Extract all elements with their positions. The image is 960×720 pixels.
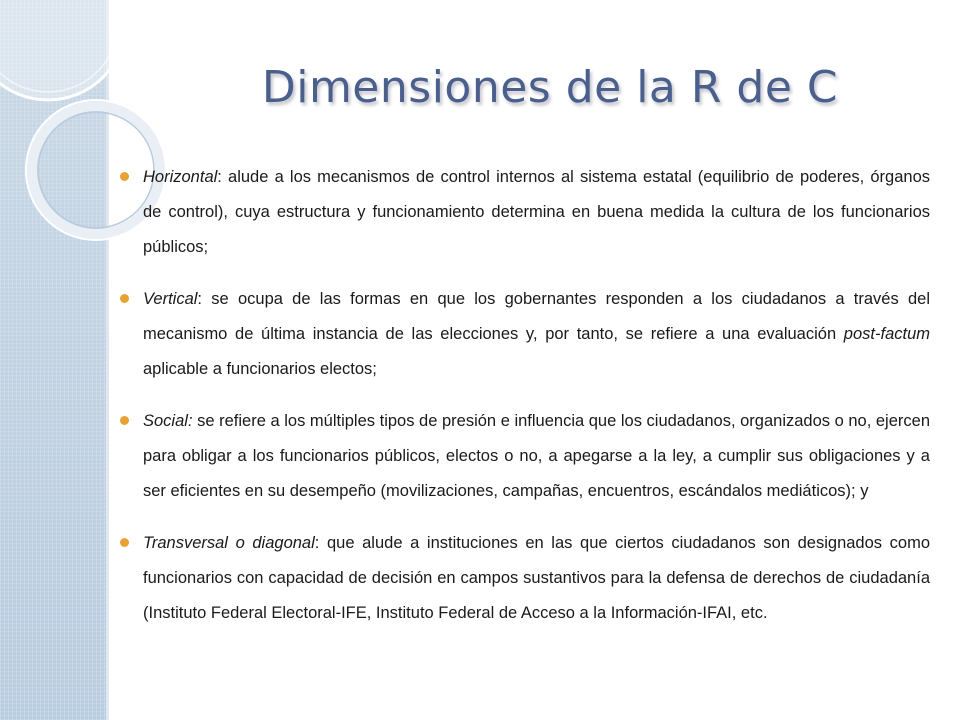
item-text: : que alude a instituciones en las que ciertos ciudadanos son designados como funcionarios con capacidad de decisión en campos sustantivos para la defensa de derechos de ciudadanía (Instituto Federal Electoral-IFE, Instituto Federal de Acceso a la Información-IFAI, etc. xyxy=(143,534,930,622)
item-text-end: aplicable a funcionarios electos; xyxy=(143,360,377,378)
bullet-list xyxy=(118,160,930,648)
item-text: : se ocupa de las formas en que los gobernantes responden a los ciudadanos a través del mecanismo de última instancia de las elecciones y, por tanto, se refiere a una evaluación xyxy=(143,290,930,343)
item-emphasis: post-factum xyxy=(843,325,930,343)
list-item xyxy=(118,282,930,387)
item-term: Vertical xyxy=(143,290,198,308)
item-term: Horizontal xyxy=(143,168,218,186)
bullet-icon xyxy=(120,416,129,425)
bullet-icon xyxy=(120,294,129,303)
list-item xyxy=(118,526,930,631)
list-item xyxy=(118,160,930,265)
list-item xyxy=(118,404,930,509)
bullet-icon xyxy=(120,172,129,181)
item-text: se refiere a los múltiples tipos de presión e influencia que los ciudadanos, organizados o no, ejercen para obligar a los funcionarios públicos, electos o no, a apegarse a la ley, a cumplir sus obligaciones y a ser eficientes en su desempeño (movilizaciones, campañas, encuentros, escándalos mediáticos); y xyxy=(143,412,930,500)
bullet-icon xyxy=(120,538,129,547)
slide-title: Dimensiones de la R de C xyxy=(261,62,839,113)
item-text: : alude a los mecanismos de control internos al sistema estatal (equilibrio de poderes, órganos de control), cuya estructura y funcionamiento determina en buena medida la cultura de los funcionarios públicos; xyxy=(143,168,930,256)
item-term: Social: xyxy=(143,412,193,430)
item-term: Transversal o diagonal xyxy=(143,534,315,552)
